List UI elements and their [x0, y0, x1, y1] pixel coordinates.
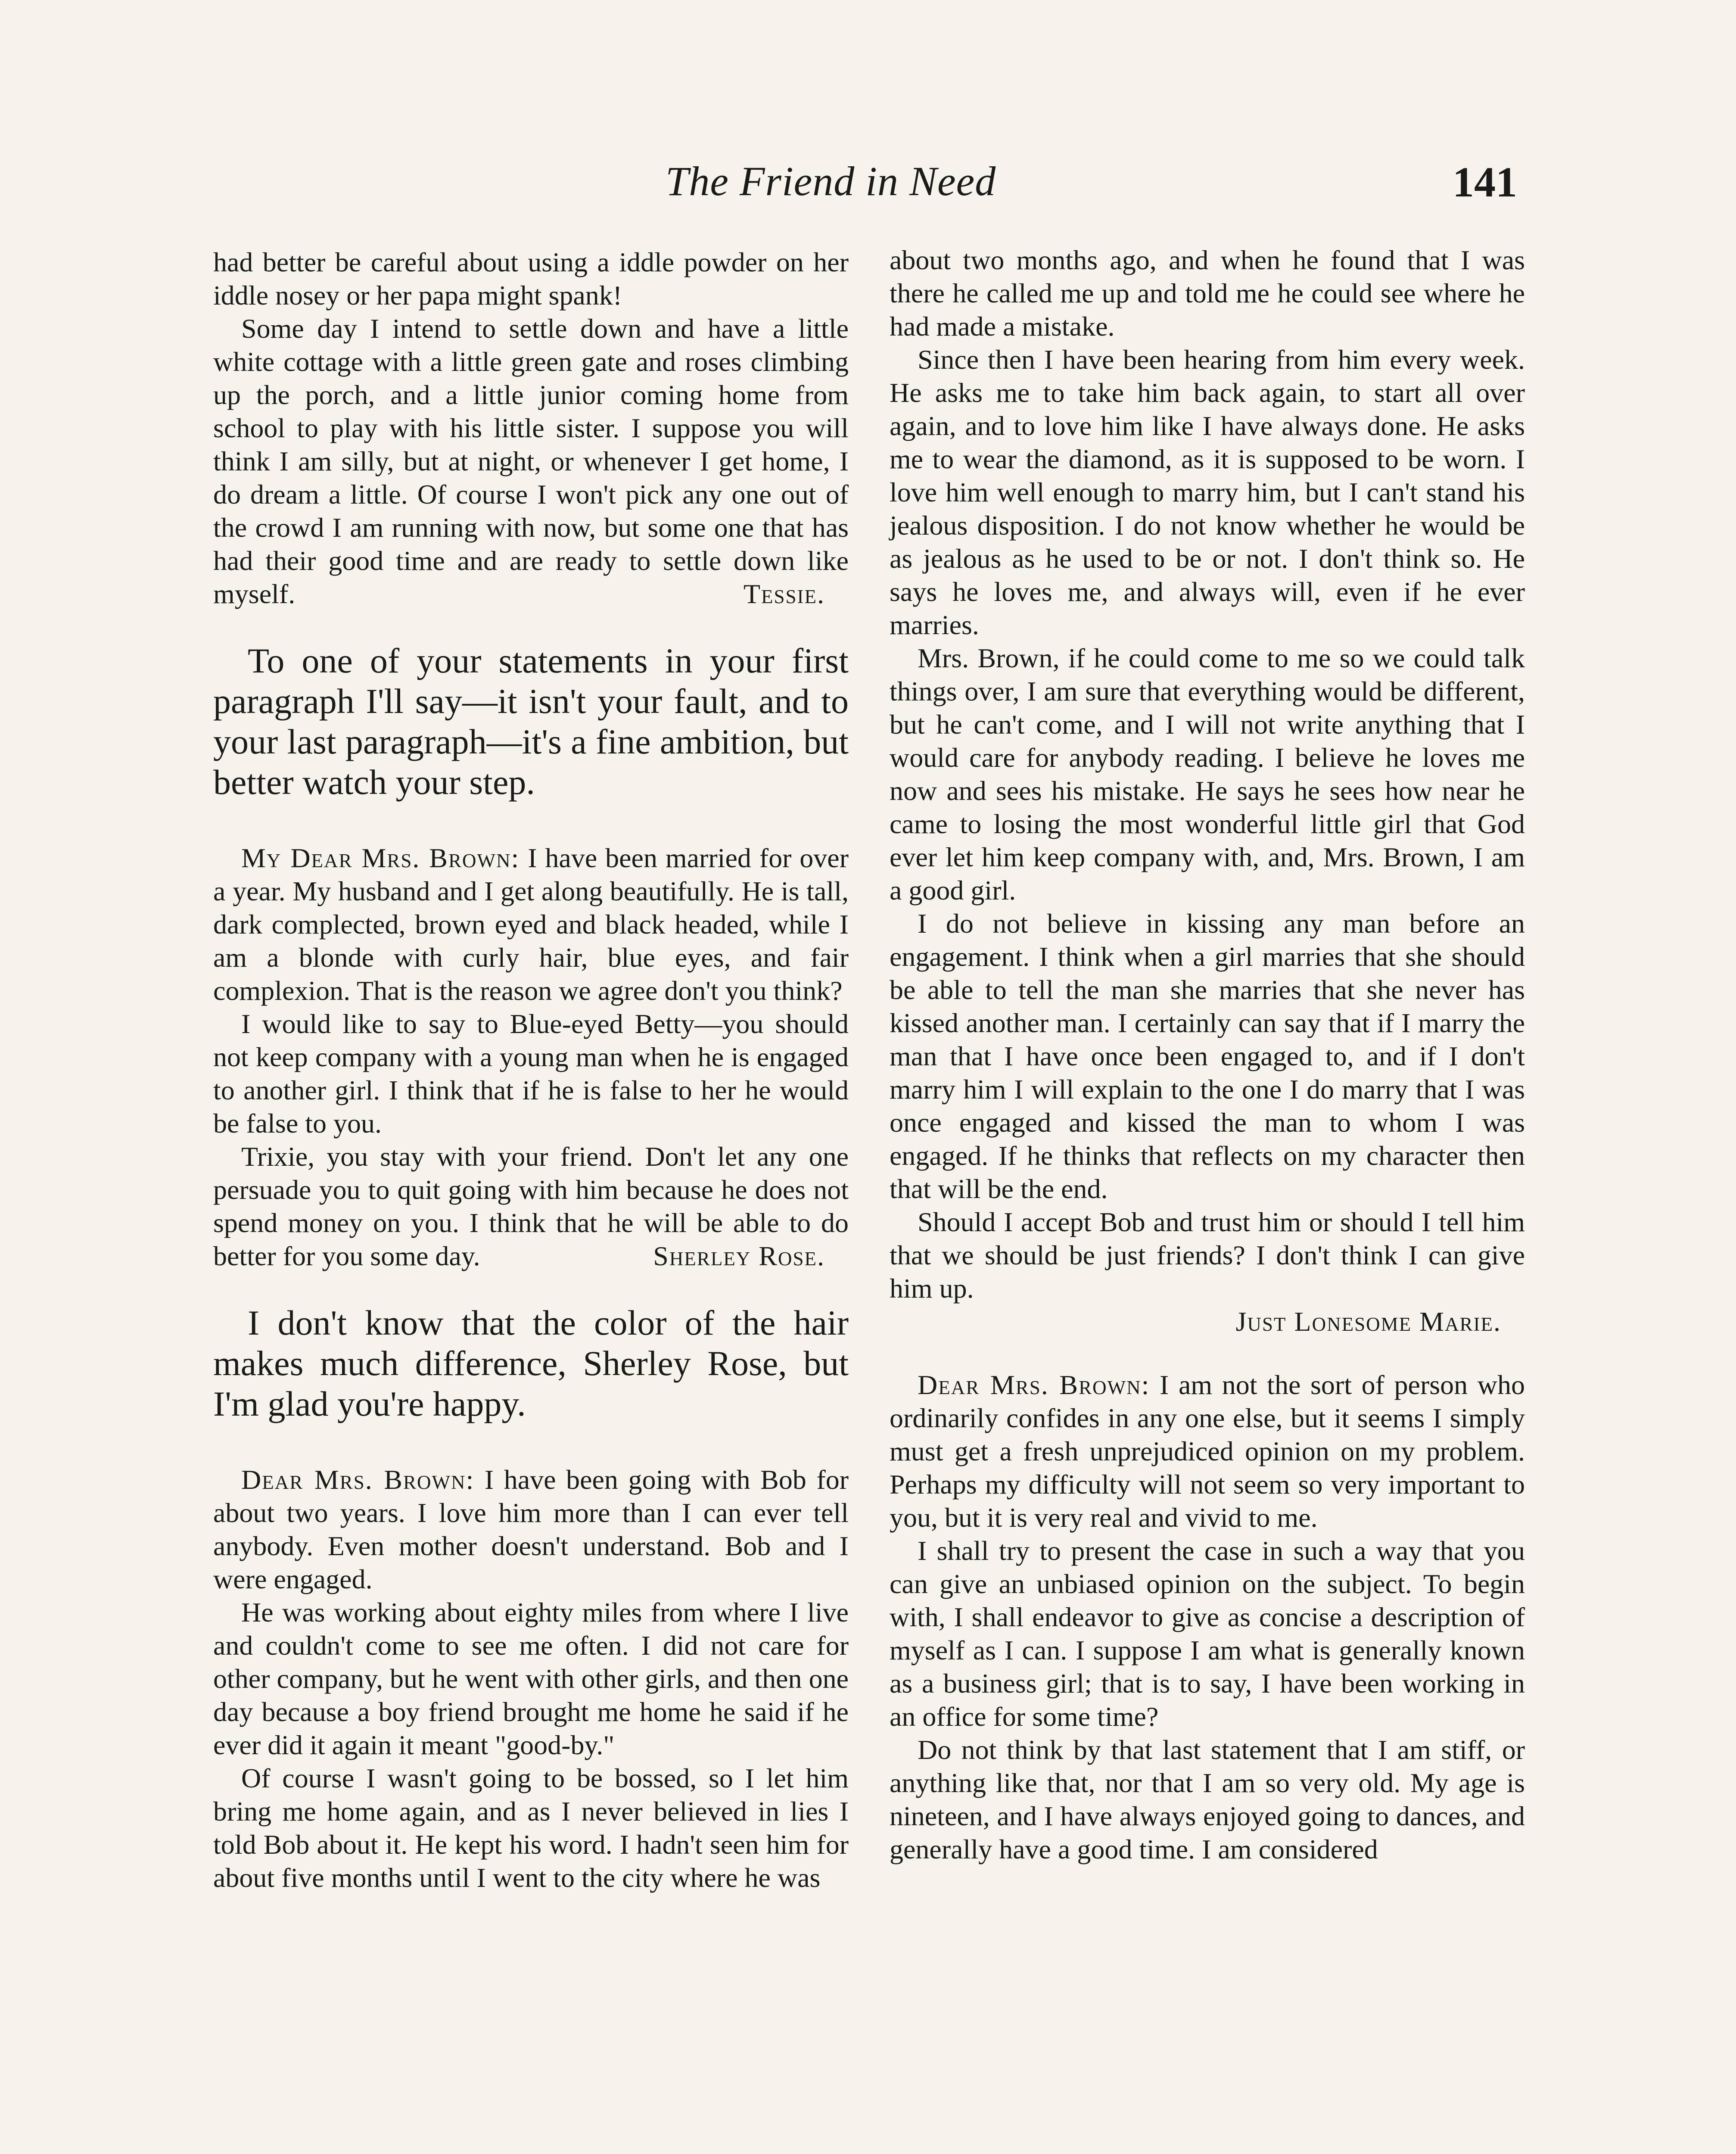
letter-text: Some day I intend to settle down and have a little white cottage with a little green gate and roses climbing up the porch, and a little junior coming home from school to play with his little sister. I suppose you will think I am silly, but at night, or whenever I get home, I do dream a little. Of course I won't pick any one out of the crowd I am running with now, but some one that has had their good time and are ready to settle down like myself. [213, 313, 849, 609]
letter-paragraph: Mrs. Brown, if he could come to me so we could talk things over, I am sure that everything would be different, but he can't come, and I will not write anything that I would care for anybody reading. I believe he loves me now and sees his mistake. He says he sees how near he came to losing the most wonderful little girl that God ever let him keep company with, and, Mrs. Brown, I am a good girl. [890, 643, 1525, 906]
letter-paragraph: I would like to say to Blue-eyed Betty—you should not keep company with a young man when he is engaged to another girl. I think that if he is false to her he would be false to you. [213, 1009, 849, 1139]
letter-salutation: Dear Mrs. Brown: [918, 1370, 1150, 1400]
letter-signature: Sherley Rose. [653, 1241, 825, 1271]
letter-text: I am not the sort of person who ordinarily confides in any one else, but it seems I simply must get a fresh unprejudiced opinion on my problem. Perhaps my difficulty will not seem so very important to you, but it is very real and vivid to me. [890, 1370, 1525, 1533]
letter-signature: Just Lonesome Marie. [1235, 1306, 1501, 1337]
letter-paragraph: had better be careful about using a iddle powder on her iddle nosey or her papa might spank! [213, 247, 849, 311]
letter-paragraph [213, 841, 849, 1007]
right-column [890, 243, 1525, 1866]
letter-paragraph: about two months ago, and when he found that I was there he called me up and told me he could see where he had made a mistake. [890, 245, 1525, 342]
letter-paragraph [890, 1368, 1525, 1534]
letter-paragraph: He was working about eighty miles from where I live and couldn't come to see me often. I did not care for other company, but he went with other girls, and then one day because a boy friend brought me home he said if he ever did it again it meant "good-by." [213, 1597, 849, 1760]
editor-reply: I don't know that the color of the hair makes much difference, Sherley Rose, but I'm glad you're happy. [213, 1303, 849, 1423]
left-column [213, 246, 849, 1894]
letter-text: I have been married for over a year. My husband and I get along beautifully. He is tall, dark complected, brown eyed and black headed, while I am a blonde with curly hair, blue eyes, and fair complexion. That is the reason we agree don't you think? [213, 843, 849, 1006]
letter-paragraph: Since then I have been hearing from him every week. He asks me to take him back again, to start all over again, and to love him like I have always done. He asks me to wear the diamond, as it is supposed to be worn. I love him well enough to marry him, but I can't stand his jealous disposition. I do not know whether he would be as jealous as he used to be or not. I don't think so. He says he loves me, and always will, even if he ever marries. [890, 344, 1525, 640]
letter-signature: Tessie. [743, 579, 825, 609]
letter-paragraph [213, 1463, 849, 1596]
section-gap [890, 1338, 1525, 1368]
page-number: 141 [1453, 158, 1517, 206]
letter-paragraph: I shall try to present the case in such a way that you can give an unbiased opinion on the subject. To begin with, I shall endeavor to give as concise a description of myself as I can. I suppose I am what is generally known as a business girl; that is to say, I have been working in an office for some time? [890, 1535, 1525, 1732]
letter-paragraph [213, 1140, 849, 1273]
editor-reply: To one of your statements in your first paragraph I'll say—it isn't your fault, and to your last paragraph—it's a fine ambition, but better watch your step. [213, 641, 849, 802]
letter-text: Trixie, you stay with your friend. Don't let any one persuade you to quit going with him because he does not spend money on you. I think that he will be able to do better for you some day. [213, 1141, 849, 1271]
letter-paragraph: Do not think by that last statement that I am stiff, or anything like that, nor that I am so very old. My age is nineteen, and I have always enjoyed going to dances, and generally have a good time. I am considered [890, 1734, 1525, 1865]
running-header-title: The Friend in Need [666, 158, 996, 204]
letter-paragraph [213, 312, 849, 610]
letter-paragraph: I do not believe in kissing any man before an engagement. I think when a girl marries that she should be able to tell the man she marries that she never has kissed another man. I certainly can say that if I marry the man that I have once been engaged to, and if I don't marry him I will explain to the one I do marry that I was once engaged and kissed the man to whom I was engaged. If he thinks that reflects on my character then that will be the end. [890, 908, 1525, 1204]
letter-salutation: My Dear Mrs. Brown: [241, 843, 520, 873]
letter-salutation: Dear Mrs. Brown: [241, 1464, 475, 1495]
letter-paragraph: Of course I wasn't going to be bossed, so I let him bring me home again, and as I never believed in lies I told Bob about it. He kept his word. I hadn't seen him for about five months until I went to the city where he was [213, 1763, 849, 1893]
letter-paragraph: Should I accept Bob and trust him or should I tell him that we should be just friends? I don't think I can give him up. [890, 1207, 1525, 1304]
letter-text: I have been going with Bob for about two years. I love him more than I can ever tell anybody. Even mother doesn't understand. Bob and I were engaged. [213, 1464, 849, 1594]
